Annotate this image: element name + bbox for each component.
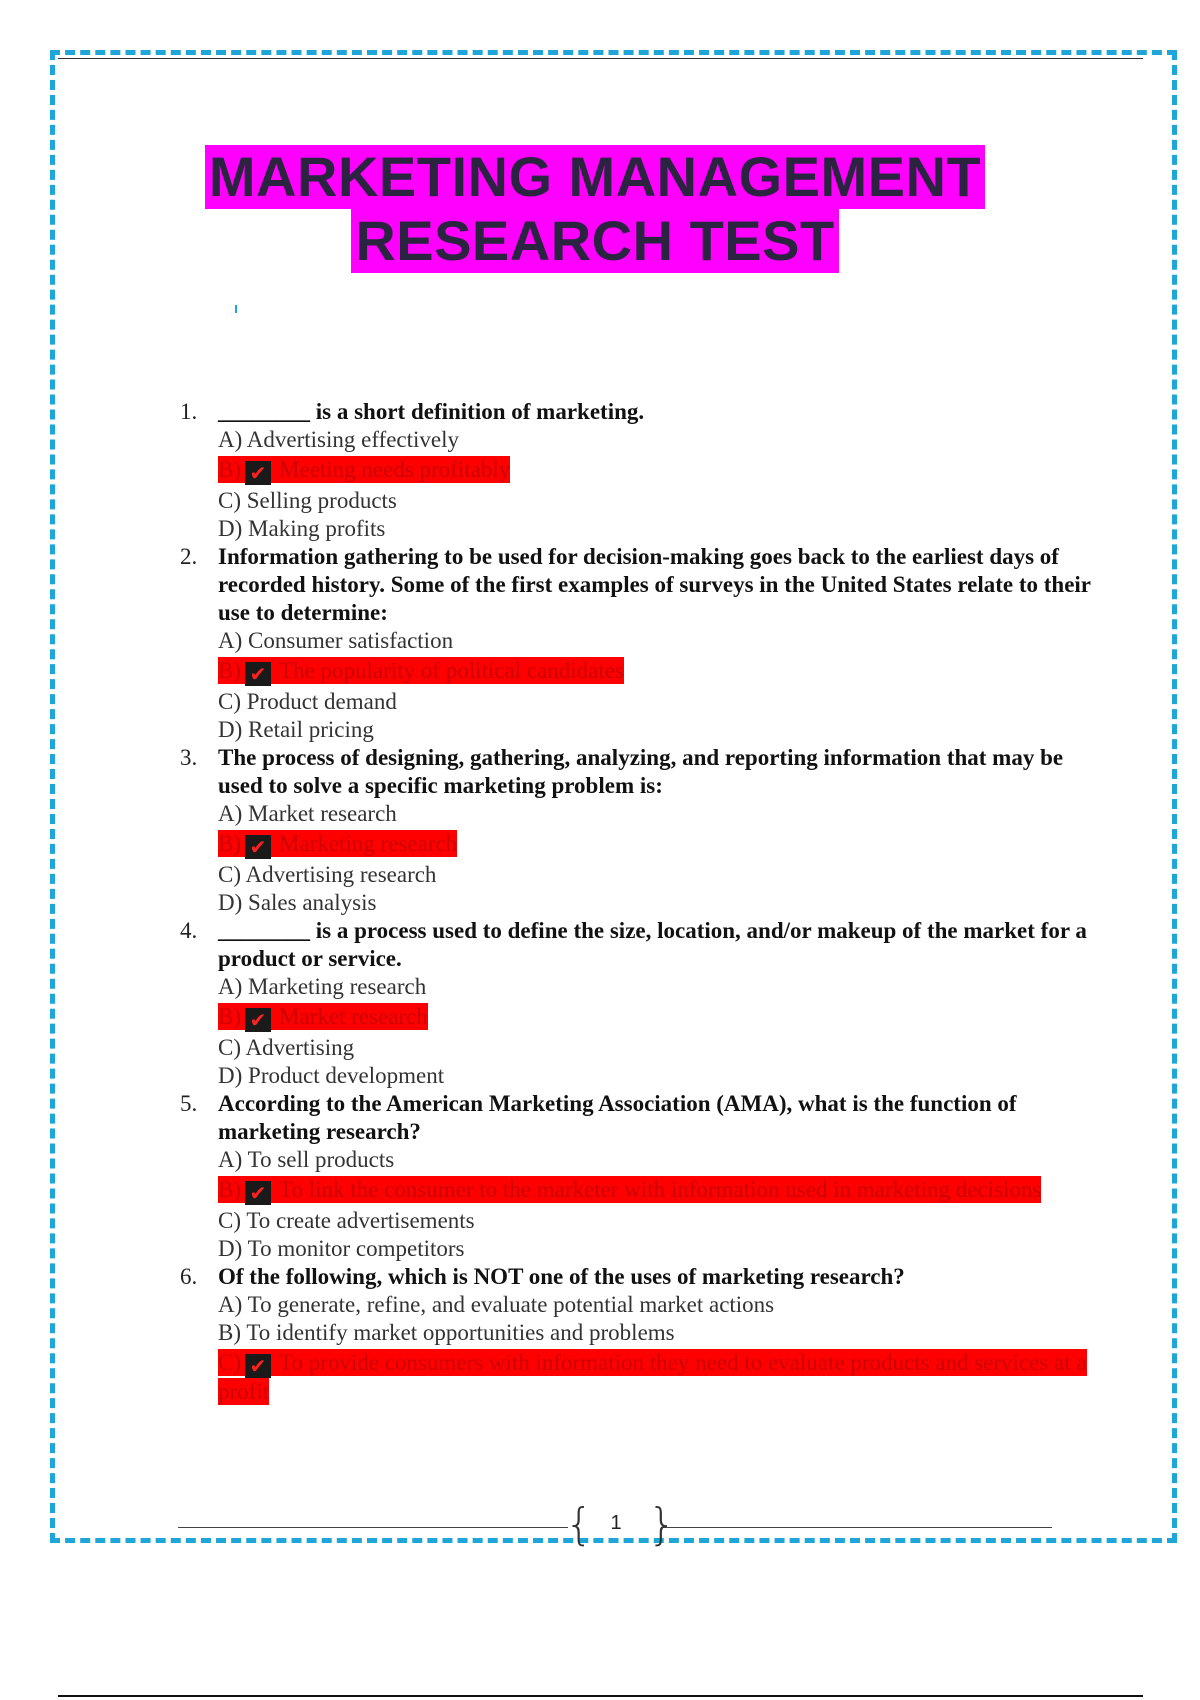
answer-option xyxy=(218,1291,1098,1319)
option-letter: C) xyxy=(218,689,241,714)
correct-answer-option xyxy=(218,657,1098,686)
option-letter: C) xyxy=(218,862,241,887)
answer-option xyxy=(218,1062,1098,1090)
bottom-rule xyxy=(58,1695,1143,1697)
option-text: To provide consumers with information they need to evaluate products and services at a profit xyxy=(218,1350,1087,1404)
option-letter: A) xyxy=(218,1147,243,1172)
correct-answer-option xyxy=(218,456,1098,485)
correct-answer-option xyxy=(218,1176,1098,1205)
question-number: 5. xyxy=(180,1091,198,1116)
option-letter: D) xyxy=(218,1236,243,1261)
answer-option xyxy=(218,800,1098,828)
question-number: 1. xyxy=(180,399,198,424)
question-item xyxy=(178,1090,1098,1263)
option-text: Meeting needs profitably xyxy=(279,457,511,482)
question-text: ________ is a process used to define the size, location, and/or makeup of the market for a product or service. xyxy=(218,918,1087,971)
question-item xyxy=(178,398,1098,543)
option-letter: A) xyxy=(218,628,243,653)
question-text: According to the American Marketing Association (AMA), what is the function of marketing research? xyxy=(218,1091,1017,1144)
answer-option xyxy=(218,426,1098,454)
answer-option xyxy=(218,688,1098,716)
option-text: Sales analysis xyxy=(248,890,377,915)
option-letter: A) xyxy=(218,974,243,999)
header-rule xyxy=(58,58,1143,59)
option-letter: B) xyxy=(218,457,241,482)
option-letter: C) xyxy=(218,1035,241,1060)
page-number: 1 xyxy=(610,1512,622,1534)
answer-option xyxy=(218,515,1098,543)
check-box-icon: ✔ xyxy=(245,662,271,686)
option-text: The popularity of political candidates xyxy=(279,658,624,683)
option-text: To link the consumer to the marketer with information used in marketing decisions xyxy=(279,1177,1042,1202)
answer-option xyxy=(218,889,1098,917)
question-text: ________ is a short definition of marketing. xyxy=(218,399,645,424)
question-number: 2. xyxy=(180,544,198,569)
title-line-2: RESEARCH TEST xyxy=(351,209,838,273)
option-letter: D) xyxy=(218,516,243,541)
option-letter: D) xyxy=(218,890,243,915)
option-text: To generate, refine, and evaluate potential market actions xyxy=(247,1292,775,1317)
option-text: Selling products xyxy=(246,488,397,513)
option-text: Product demand xyxy=(246,689,397,714)
option-text: To create advertisements xyxy=(246,1208,475,1233)
decorative-mark xyxy=(235,305,237,313)
check-box-icon: ✔ xyxy=(245,1181,271,1205)
answer-option xyxy=(218,1319,1098,1347)
answer-option xyxy=(218,1235,1098,1263)
question-number: 6. xyxy=(180,1264,198,1289)
answer-option xyxy=(218,1146,1098,1174)
option-text: Advertising xyxy=(245,1035,355,1060)
correct-answer-option xyxy=(218,1349,1098,1406)
option-text: To sell products xyxy=(247,1147,395,1172)
option-text: Consumer satisfaction xyxy=(248,628,454,653)
question-item xyxy=(178,917,1098,1090)
option-letter: B) xyxy=(218,831,241,856)
correct-answer-option xyxy=(218,830,1098,859)
option-text: Marketing research xyxy=(279,831,458,856)
option-text: Advertising effectively xyxy=(246,427,460,452)
page-title xyxy=(150,145,1040,273)
option-text: Market research xyxy=(248,801,397,826)
option-text: To monitor competitors xyxy=(247,1236,465,1261)
answer-option xyxy=(218,716,1098,744)
option-letter: B) xyxy=(218,1320,241,1345)
question-number: 3. xyxy=(180,745,198,770)
answer-option xyxy=(218,627,1098,655)
option-text: To identify market opportunities and problems xyxy=(246,1320,675,1345)
option-text: Advertising research xyxy=(245,862,437,887)
option-text: Marketing research xyxy=(248,974,427,999)
answer-option xyxy=(218,487,1098,515)
option-letter: A) xyxy=(218,427,243,452)
question-text: Of the following, which is NOT one of the uses of marketing research? xyxy=(218,1264,905,1289)
question-item xyxy=(178,543,1098,744)
answer-option xyxy=(218,1034,1098,1062)
check-box-icon: ✔ xyxy=(245,461,271,485)
option-letter: C) xyxy=(218,1350,241,1375)
check-box-icon: ✔ xyxy=(245,835,271,859)
question-text: Information gathering to be used for decision-making goes back to the earliest days of recorded history. Some of the first examples of surveys in the United States relate to their use to determine: xyxy=(218,544,1091,625)
answer-option xyxy=(218,861,1098,889)
option-letter: A) xyxy=(218,801,243,826)
footer-rule-left xyxy=(178,1527,568,1528)
answer-option xyxy=(218,973,1098,1001)
option-text: Product development xyxy=(248,1063,445,1088)
check-box-icon: ✔ xyxy=(245,1008,271,1032)
option-letter: B) xyxy=(218,1004,241,1029)
question-text: The process of designing, gathering, analyzing, and reporting information that may be used to solve a specific marketing problem is: xyxy=(218,745,1064,798)
check-box-icon: ✔ xyxy=(245,1354,271,1378)
question-list xyxy=(178,398,1098,1408)
option-letter: B) xyxy=(218,1177,241,1202)
footer-rule-right xyxy=(662,1527,1052,1528)
question-item xyxy=(178,1263,1098,1406)
page-bracket-left: { xyxy=(565,1499,593,1550)
option-text: Making profits xyxy=(248,516,386,541)
option-text: Retail pricing xyxy=(248,717,374,742)
option-text: Market research xyxy=(279,1004,428,1029)
option-letter: D) xyxy=(218,1063,243,1088)
correct-answer-option xyxy=(218,1003,1098,1032)
option-letter: C) xyxy=(218,1208,241,1233)
option-letter: D) xyxy=(218,717,243,742)
title-line-1: MARKETING MANAGEMENT xyxy=(205,145,985,209)
option-letter: C) xyxy=(218,488,241,513)
option-letter: B) xyxy=(218,658,241,683)
page-bracket-right: } xyxy=(648,1499,676,1550)
answer-option xyxy=(218,1207,1098,1235)
question-item xyxy=(178,744,1098,917)
option-letter: A) xyxy=(218,1292,243,1317)
question-number: 4. xyxy=(180,918,198,943)
